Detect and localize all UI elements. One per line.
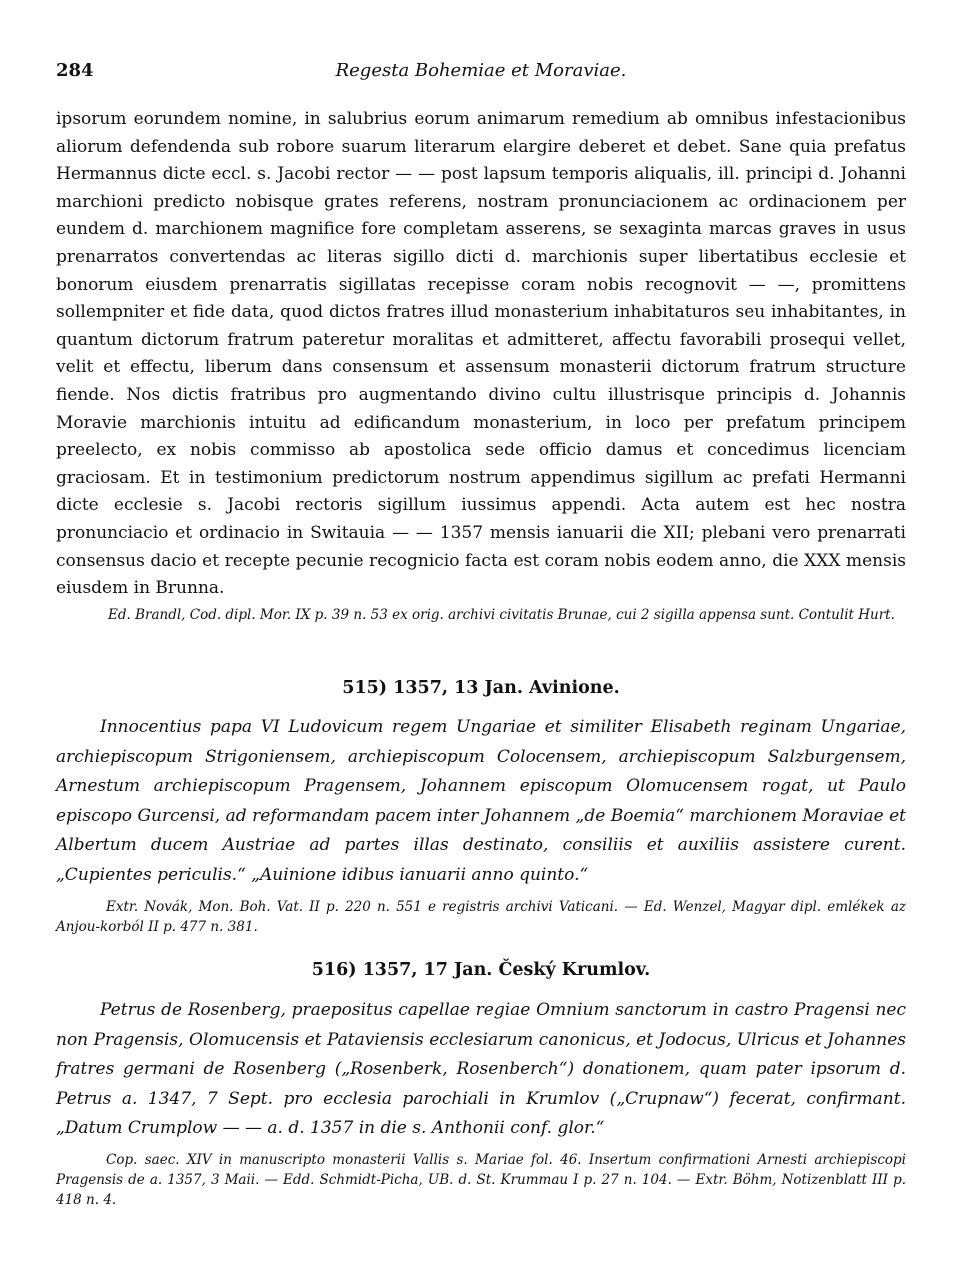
- edition-note: Ed. Brandl, Cod. dipl. Mor. IX p. 39 n. 53 ex orig. archivi civitatis Brunae, cui 2 sigilla appensa sunt. Contulit Hurt.: [108, 606, 895, 623]
- page-header: [56, 60, 906, 90]
- entry-516: [56, 960, 906, 1210]
- entry-heading: 516) 1357, 17 Jan. Český Krumlov.: [311, 960, 651, 980]
- entry-source-note: Cop. saec. XIV in manuscripto monasterii Vallis s. Mariae fol. 46. Insertum confirmationi Arnesti archiepiscopi Pragensis de a. 1357, 3 Maii. — Edd. Schmidt-Picha, UB. d. St. Krummau I p. 27 n. 104. — Extr. Böhm, Notizenblatt III p. 418 n. 4.: [56, 1151, 906, 1208]
- entry-515: [56, 678, 906, 937]
- entry-heading: 515) 1357, 13 Jan. Avinione.: [342, 678, 620, 698]
- entry-regest: Petrus de Rosenberg, praepositus capellae regiae Omnium sanctorum in castro Pragensi nec non Pragensis, Olomucensis et Pataviensis ecclesiarum canonicus, et Jodocus, Ulricus et Johannes fratres germani de Rosenberg („Rosenberk, Rosenberch“) donationem, quam pater ipsorum d. Petrus a. 1347, 7 Sept. pro ecclesia parochiali in Krumlov („Crupnaw“) fecerat, confirmant. „Datum Crumplow — — a. d. 1357 in die s. Anthonii conf. glor.“: [56, 1000, 906, 1139]
- entry-source-note: Extr. Novák, Mon. Boh. Vat. II p. 220 n. 551 e registris archivi Vaticani. — Ed. Wenzel, Magyar dipl. emlékek az Anjou-korból II p. 477 n. 381.: [56, 898, 906, 935]
- continued-entry-text: ipsorum eorundem nomine, in salubrius eorum animarum remedium ab omnibus infestacionibus aliorum defendenda sub robore suarum literarum elargire deberet et debet. Sane quia prefatus Hermannus dicte eccl. s. Jacobi rector — — post lapsum temporis aliqualis, ill. principi d. Johanni marchioni predicto nobisque grates referens, nostram pronunciacionem ac ordinacionem per eundem d. marchionem magnifice fore completam asserens, se sexaginta marcas graves in usus prenarratos convertendas ac literas sigillo dicti d. marchionis super libertatibus ecclesie et bonorum eiusdem prenarratis sigillatas recepisse coram nobis recognovit — —, promittens sollempniter et fide data, quod dictos fratres illud monasterium inhabitaturos seu inhabitantes, in quantum dictorum fratrum pateretur moralitas et admitteret, affectu favorabili prosequi vellet, velit et effectu, liberum dans consensum et assensum monasterii dictorum fratrum structure fiende. Nos dictis fratribus pro augmentando divino cultu illustrisque principis d. Johannis Moravie marchionis intuitu ad edificandum monasterium, in loco per prefatum principem preelecto, ex nobis commisso ab apostolica sede officio damus et concedimus licenciam graciosam. Et in testimonium predictorum nostrum appendimus sigillum ac prefati Hermanni dicte ecclesie s. Jacobi rectoris sigillum iussimus appendi. Acta autem est hec nostra pronunciacio et ordinacio in Switauia — — 1357 mensis ianuarii die XII; plebani vero prenarrati consensus dacio et recepte pecunie recognicio facta est coram nobis eodem anno, die XXX mensis eiusdem in Brunna.: [56, 109, 906, 599]
- page-number: 284: [56, 60, 94, 81]
- running-title: Regesta Bohemiae et Moraviae.: [335, 60, 627, 81]
- entry-regest: Innocentius papa VI Ludovicum regem Ungariae et similiter Elisabeth reginam Ungariae, archiepiscopum Strigoniensem, archiepiscopum Colocensem, archiepiscopum Salzburgensem, Arnestum archiepiscopum Pragensem, Johannem episcopum Olomucensem rogat, ut Paulo episcopo Gurcensi, ad reformandam pacem inter Johannem „de Boemia“ marchionem Moraviae et Albertum ducem Austriae ad partes illas destinato, consiliis et auxiliis assistere curent. „Cupientes periculis.“ „Auinione idibus ianuarii anno quinto.“: [56, 717, 906, 885]
- continued-entry: [56, 106, 906, 625]
